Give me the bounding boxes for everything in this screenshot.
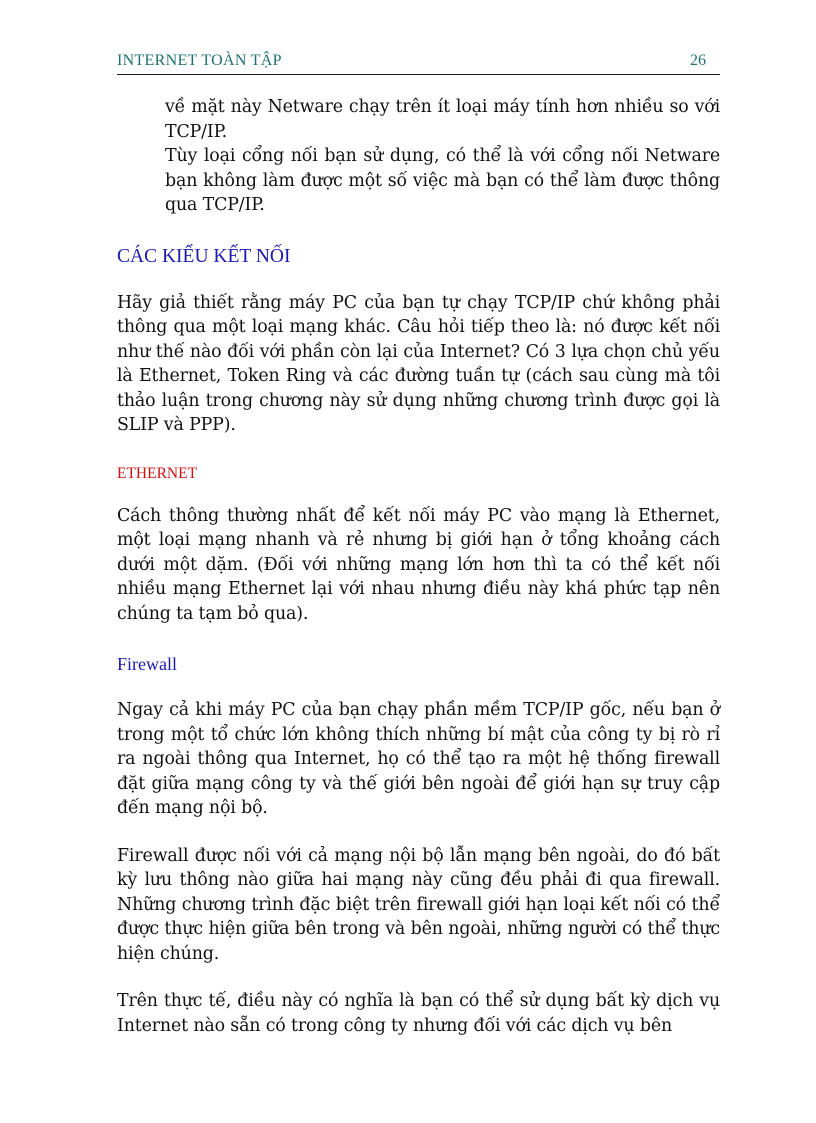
paragraph-firewall-traffic: Firewall được nối với cả mạng nội bộ lẫn mạng bên ngoài, do đó bất kỳ lưu thông nào giữa hai mạng này cũng đều phải đi qua firewall. Những chương trình đặc biệt trên firewall giới hạn loại kết nối có thể được thực hiện giữa bên trong và bên ngoài, những người có thể thực hiện chúng. (117, 845, 720, 964)
running-title: INTERNET TOÀN TẬP (117, 52, 282, 69)
paragraph-netware-platforms: về mặt này Netware chạy trên ít loại máy tính hơn nhiều so với TCP/IP. (165, 97, 720, 142)
paragraph-ethernet: Cách thông thường nhất để kết nối máy PC vào mạng là Ethernet, một loại mạng nhanh và rẻ nhưng bị giới hạn ở tổng khoảng cách dưới một dặm. (Đối với những mạng lớn hơn thì ta có thể kết nối nhiều mạng Ethernet lại với nhau nhưng điều này khá phức tạp nên chúng ta tạm bỏ qua). (117, 505, 720, 624)
paragraph-firewall-practice: Trên thực tế, điều này có nghĩa là bạn có thể sử dụng bất kỳ dịch vụ Internet nào sẵn có trong công ty nhưng đối với các dịch vụ bên (117, 991, 720, 1036)
section-heading-connection-types: CÁC KIỂU KẾT NỐI (117, 245, 291, 267)
page-body (117, 95, 720, 1038)
paragraph-netware-gateway: Tùy loại cổng nối bạn sử dụng, có thể là với cổng nối Netware bạn không làm được một số việc mà bạn có thể làm được thông qua TCP/IP. (165, 146, 720, 215)
paragraph-connection-options: Hãy giả thiết rằng máy PC của bạn tự chạy TCP/IP chứ không phải thông qua một loại mạng khác. Câu hỏi tiếp theo là: nó được kết nối như thế nào đối với phần còn lại của Internet? Có 3 lựa chọn chủ yếu là Ethernet, Token Ring và các đường tuần tự (cách sau cùng mà tôi thảo luận trong chương này sử dụng những chương trình được gọi là SLIP và PPP). (117, 292, 720, 435)
page-number: 26 (690, 52, 706, 69)
paragraph-firewall-intro: Ngay cả khi máy PC của bạn chạy phần mềm TCP/IP gốc, nếu bạn ở trong một tổ chức lớn không thích những bí mật của công ty bị rò rỉ ra ngoài thông qua Internet, họ có thể tạo ra một hệ thống firewall đặt giữa mạng công ty và thế giới bên ngoài để giới hạn sự truy cập đến mạng nội bộ. (117, 700, 720, 818)
subheading-firewall: Firewall (117, 654, 177, 674)
subheading-ethernet: ETHERNET (117, 464, 198, 482)
page-header (117, 52, 720, 75)
